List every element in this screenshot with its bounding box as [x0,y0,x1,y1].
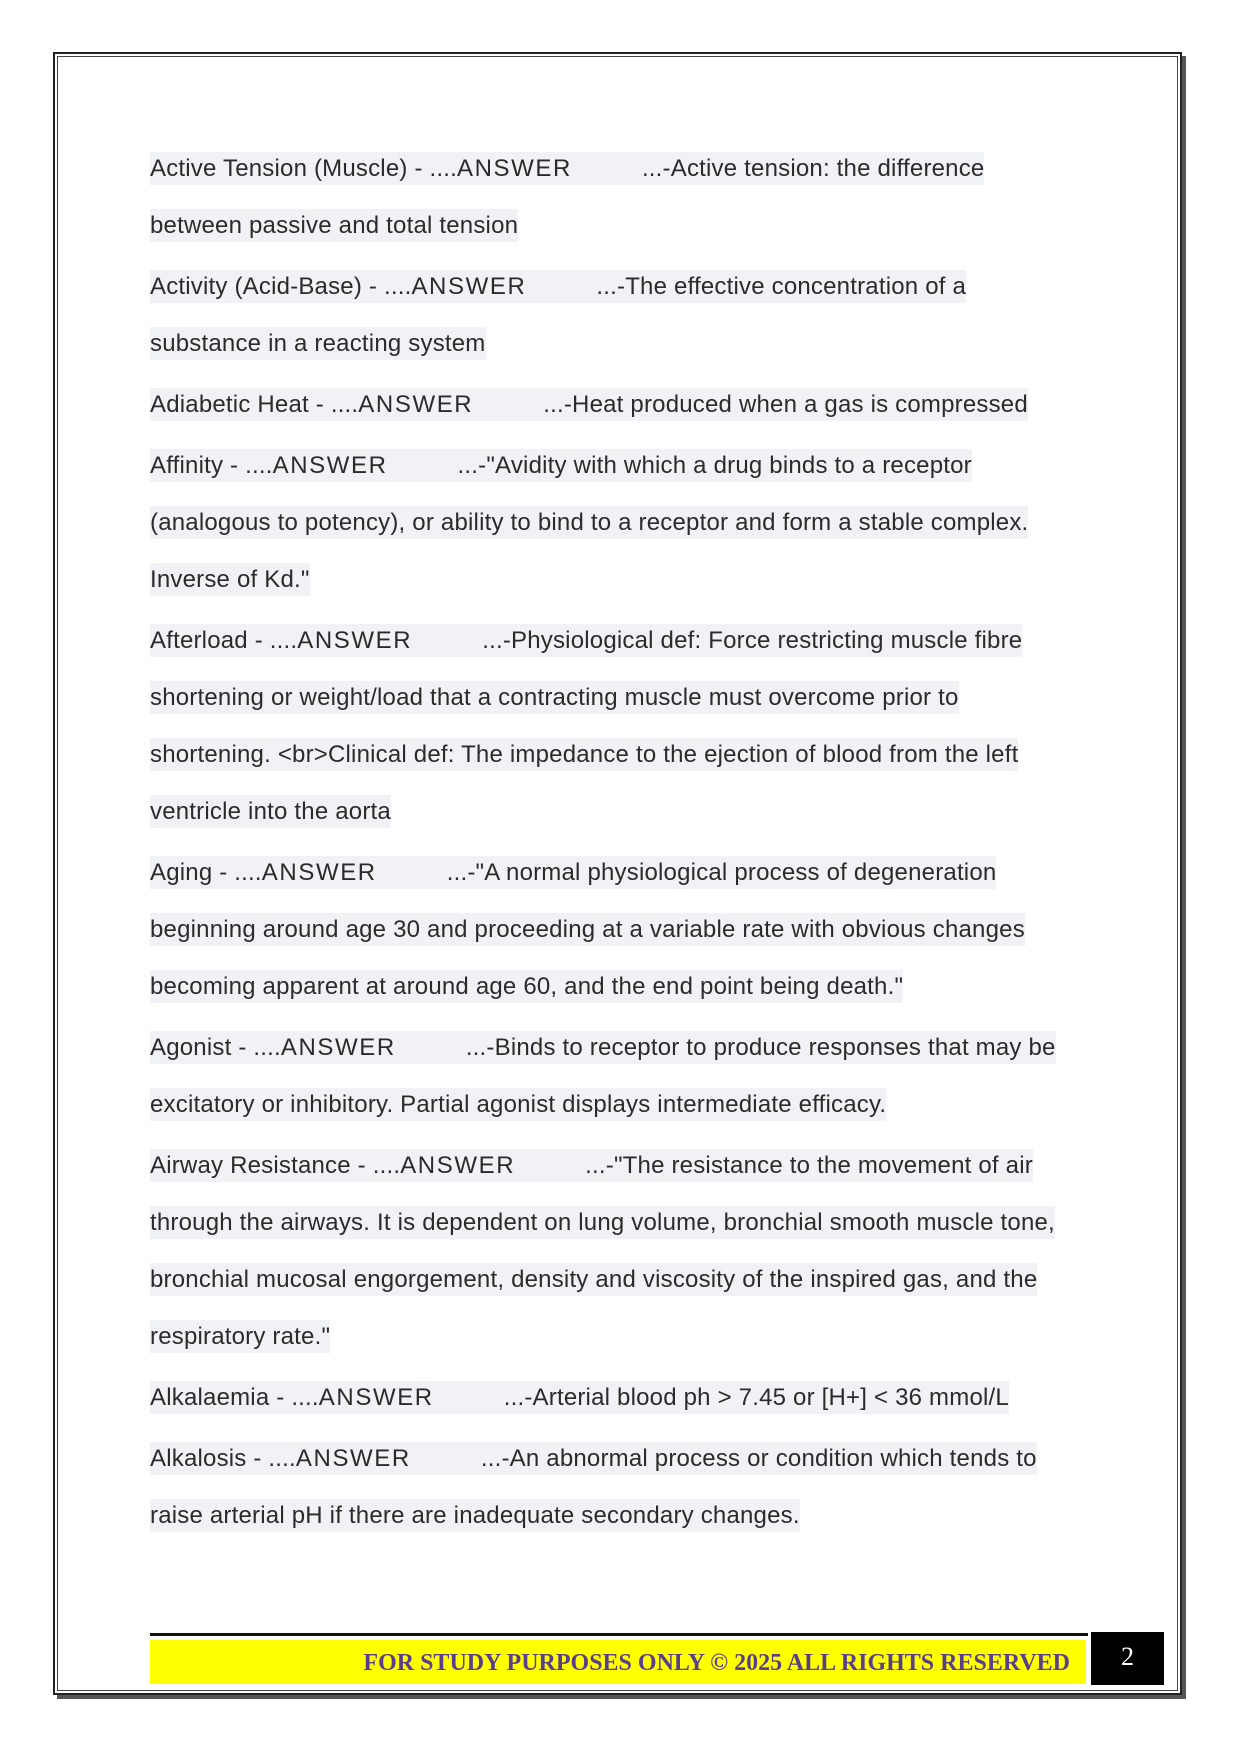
entry-definition-continued: ventricle into the aorta [150,795,391,828]
entry-definition-continued: between passive and total tension [150,209,518,242]
entry-continuation-line [150,556,1090,613]
entry-continuation-line [150,1313,1090,1370]
entry-first-line [150,145,1090,202]
entry-term: Alkalaemia - .... [150,1384,319,1411]
entry-term: Alkalosis - .... [150,1445,296,1472]
glossary-entry [150,617,1090,845]
entry-definition-continued: bronchial mucosal engorgement, density and viscosity of the inspired gas, and the [150,1263,1037,1296]
entry-definition-continued: excitatory or inhibitory. Partial agonist displays intermediate efficacy. [150,1088,886,1121]
entry-definition-continued: shortening or weight/load that a contracting muscle must overcome prior to [150,681,959,714]
entry-first-line [150,263,1090,320]
entry-definition: ...-Active tension: the difference [641,155,985,182]
entry-definition-continued: beginning around age 30 and proceeding at a variable rate with obvious changes [150,913,1025,946]
entry-term: Affinity - .... [150,452,273,479]
answer-label: ANSWER [400,1152,516,1179]
entry-definition: ...-An abnormal process or condition which tends to [480,1445,1037,1472]
entry-heading [150,270,966,303]
entry-continuation-line [150,674,1090,731]
entry-first-line [150,442,1090,499]
glossary-entry [150,442,1090,613]
glossary-content [150,145,1090,1553]
entry-continuation-line [150,788,1090,845]
entry-definition: ...-Binds to receptor to produce responses that may be [465,1034,1056,1061]
glossary-entry [150,263,1090,377]
entry-continuation-line [150,1256,1090,1313]
entry-continuation-line [150,1081,1090,1138]
entry-definition-continued: Inverse of Kd." [150,563,310,596]
entry-definition-continued: becoming apparent at around age 60, and the end point being death." [150,970,903,1003]
answer-label: ANSWER [456,155,572,182]
glossary-entry [150,381,1090,438]
entry-definition: ...-"The resistance to the movement of air [585,1152,1033,1179]
entry-first-line [150,1142,1090,1199]
entry-heading [150,1031,1056,1064]
answer-label: ANSWER [280,1034,396,1061]
entry-continuation-line [150,320,1090,377]
footer-rule [150,1633,1088,1636]
glossary-entry [150,1142,1090,1370]
answer-label: ANSWER [295,1445,411,1472]
entry-continuation-line [150,731,1090,788]
entry-definition: ...-The effective concentration of a [596,273,967,300]
glossary-entry [150,145,1090,259]
entry-term: Aging - .... [150,859,262,886]
entry-continuation-line [150,499,1090,556]
entry-term: Airway Resistance - .... [150,1152,401,1179]
entry-continuation-line [150,1492,1090,1549]
entry-definition-continued: substance in a reacting system [150,327,486,360]
entry-term: Afterload - .... [150,627,298,654]
entry-continuation-line [150,963,1090,1020]
entry-continuation-line [150,906,1090,963]
entry-first-line [150,381,1090,438]
entry-term: Adiabetic Heat - .... [150,391,359,418]
glossary-entry [150,1024,1090,1138]
page-number: 2 [1091,1632,1164,1685]
entry-definition-continued: through the airways. It is dependent on lung volume, bronchial smooth muscle tone, [150,1206,1055,1239]
entry-first-line [150,849,1090,906]
entry-term: Activity (Acid-Base) - .... [150,273,412,300]
answer-label: ANSWER [261,859,377,886]
entry-definition-continued: shortening. <br>Clinical def: The impedance to the ejection of blood from the left [150,738,1018,771]
footer-notice: FOR STUDY PURPOSES ONLY © 2025 ALL RIGHTS RESERVED [150,1640,1086,1684]
entry-continuation-line [150,1199,1090,1256]
glossary-entry [150,849,1090,1020]
entry-first-line [150,617,1090,674]
entry-definition: ...-Arterial blood ph > 7.45 or [H+] < 36 mmol/L [503,1384,1009,1411]
answer-label: ANSWER [411,273,527,300]
entry-definition-continued: respiratory rate." [150,1320,330,1353]
entry-first-line [150,1435,1090,1492]
answer-label: ANSWER [297,627,413,654]
entry-term: Active Tension (Muscle) - .... [150,155,457,182]
entry-heading [150,388,1028,421]
entry-first-line [150,1374,1090,1431]
glossary-entry [150,1435,1090,1549]
entry-heading [150,856,996,889]
entry-first-line [150,1024,1090,1081]
entry-definition: ...-Physiological def: Force restricting muscle fibre [482,627,1023,654]
answer-label: ANSWER [318,1384,434,1411]
entry-heading [150,1381,1009,1414]
entry-continuation-line [150,202,1090,259]
entry-heading [150,152,984,185]
entry-heading [150,624,1022,657]
entry-definition-continued: (analogous to potency), or ability to bind to a receptor and form a stable complex. [150,506,1028,539]
entry-heading [150,1442,1037,1475]
answer-label: ANSWER [358,391,474,418]
entry-definition-continued: raise arterial pH if there are inadequate secondary changes. [150,1499,800,1532]
entry-heading [150,449,972,482]
entry-heading [150,1149,1033,1182]
answer-label: ANSWER [272,452,388,479]
entry-definition: ...-Heat produced when a gas is compressed [543,391,1028,418]
entry-definition: ...-"Avidity with which a drug binds to a receptor [457,452,972,479]
entry-term: Agonist - .... [150,1034,281,1061]
glossary-entry [150,1374,1090,1431]
entry-definition: ...-"A normal physiological process of degeneration [446,859,997,886]
